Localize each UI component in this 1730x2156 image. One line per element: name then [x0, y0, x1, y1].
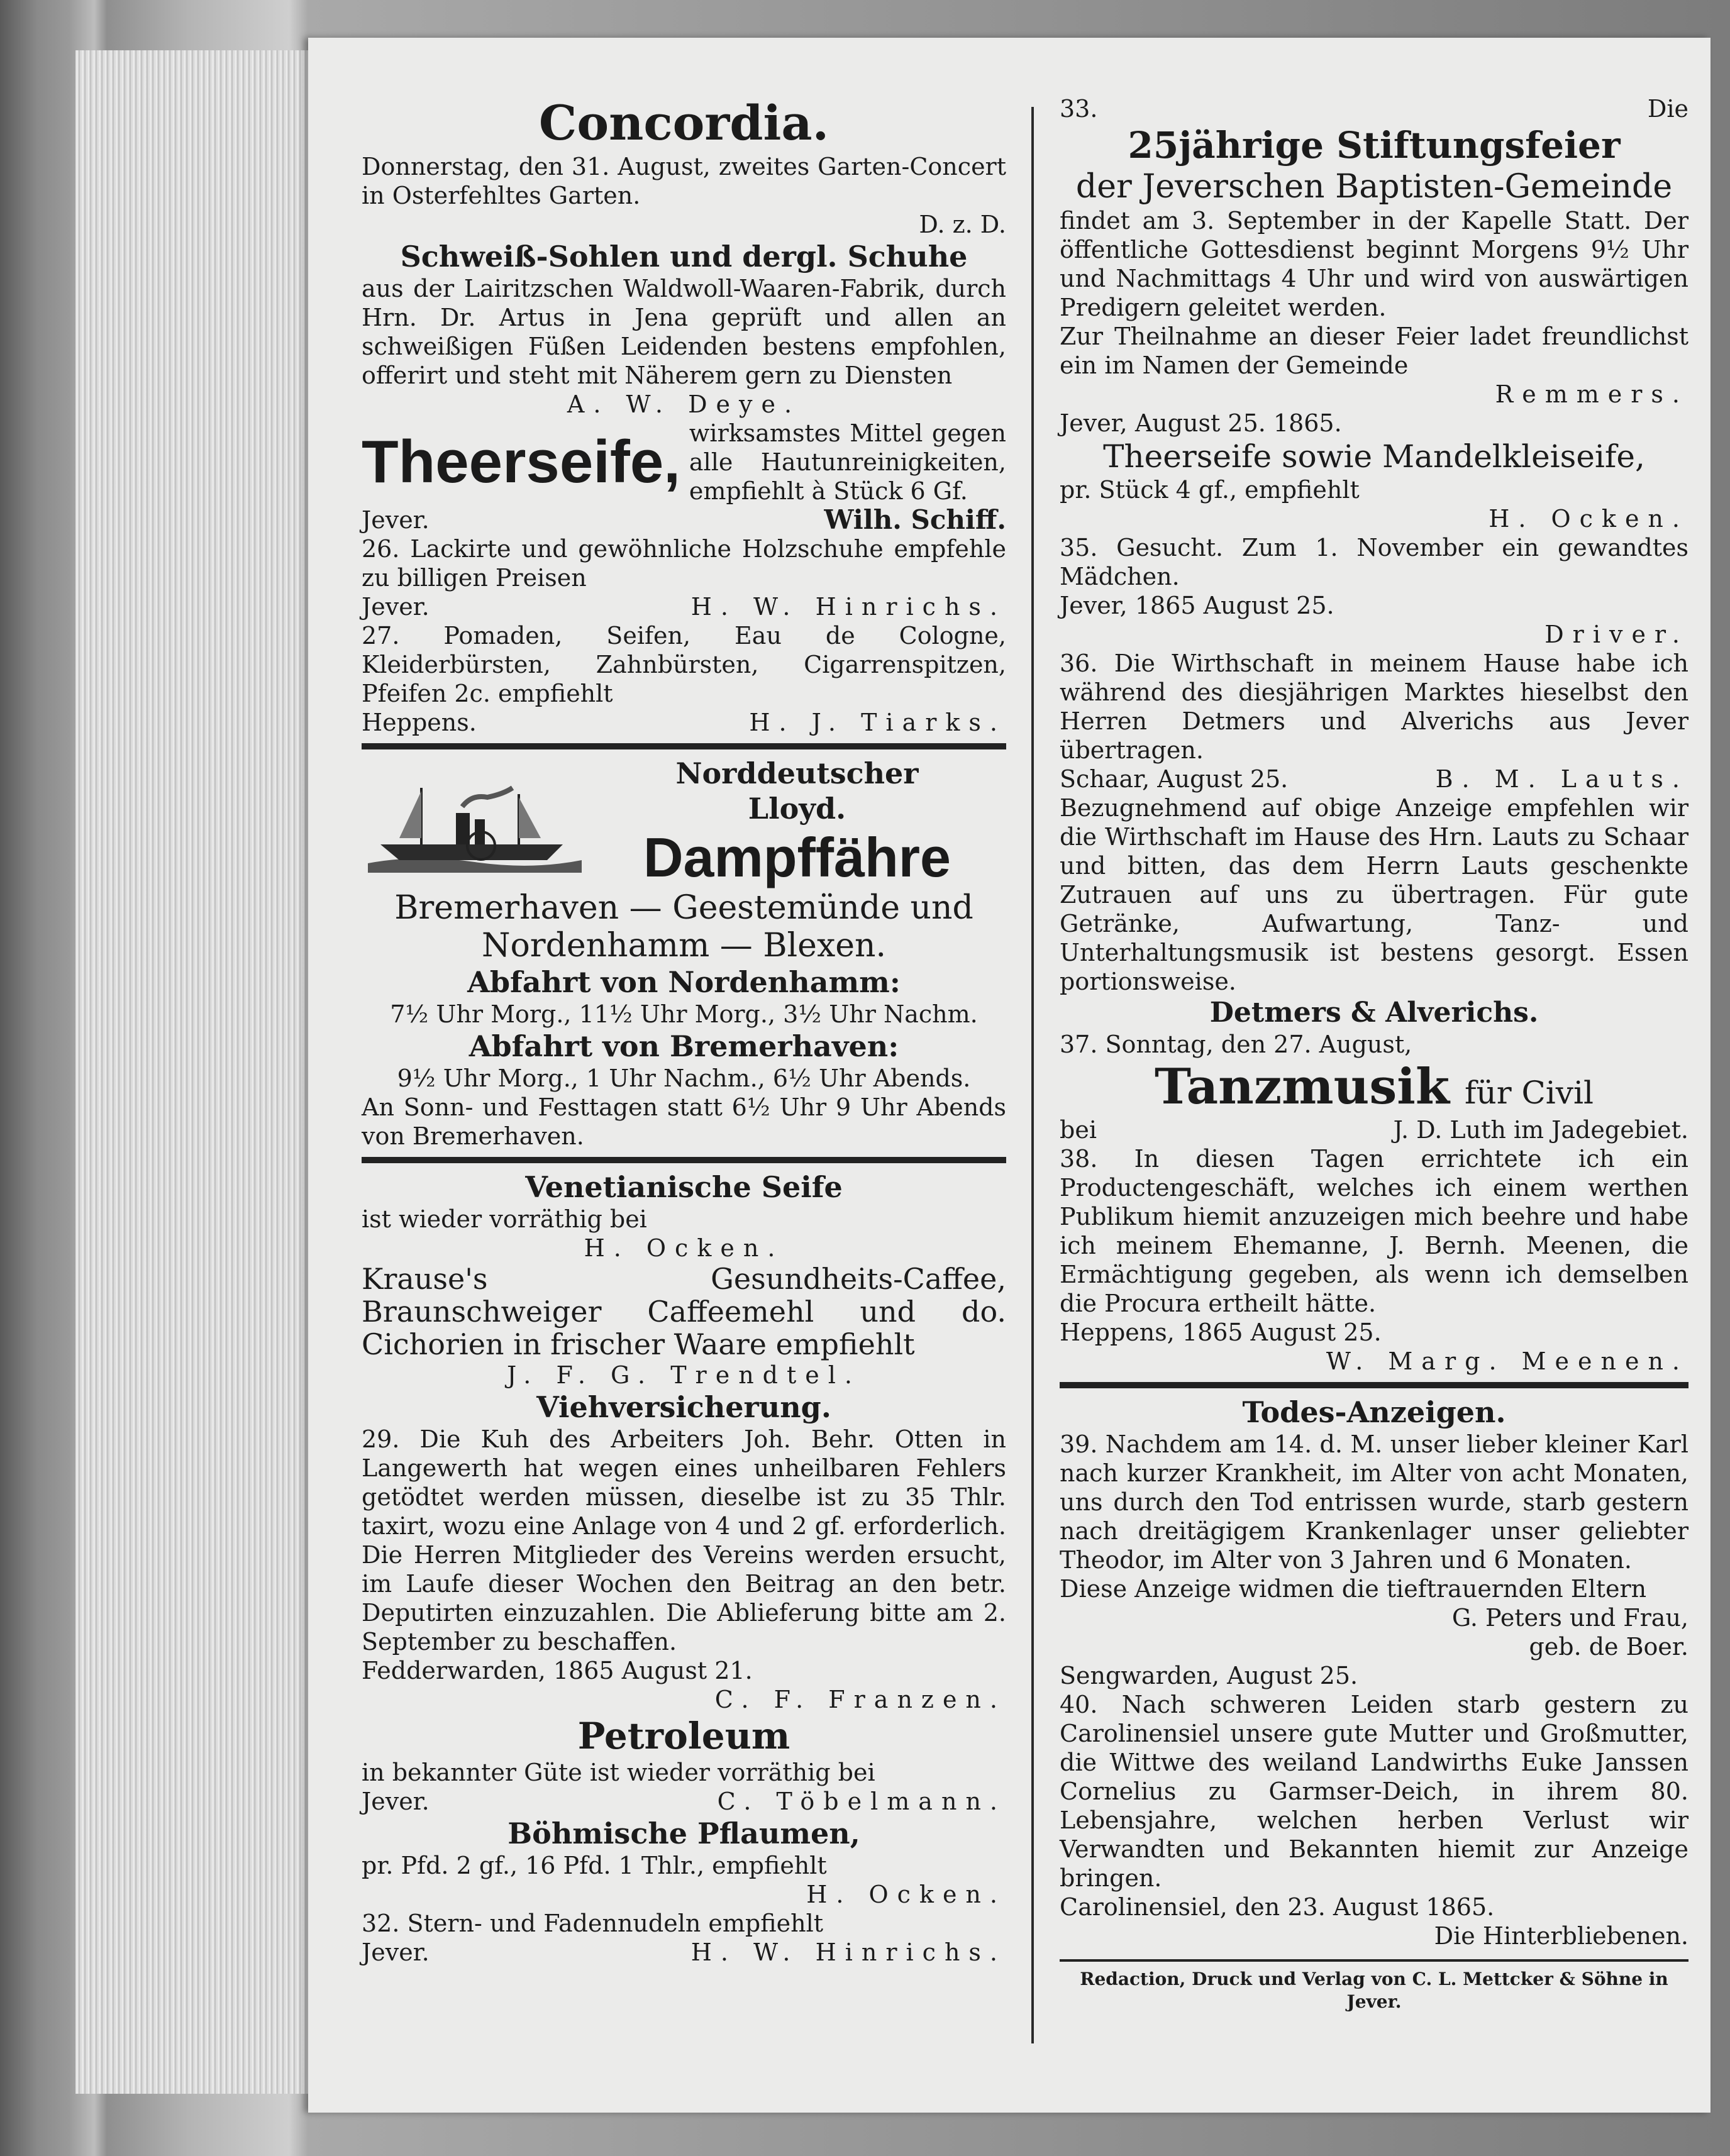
ad-pflaumen [362, 1816, 1006, 1909]
ad-title: Petroleum [577, 1715, 790, 1757]
ad-27 [362, 621, 1006, 737]
ad-concordia [362, 94, 1006, 239]
ad-title: Norddeutscher [675, 756, 919, 790]
ad-invitation: Zur Theilnahme an dieser Feier ladet freundlichst ein im Namen der Gemeinde [1060, 323, 1688, 379]
ad-text: 36. Die Wirthschaft in meinem Hause habe ich während des diesjährigen Marktes hieselbst den Herren Detmers und Alverichs aus Jever übertragen. [1060, 650, 1688, 764]
ad-title-suffix: für Civil [1464, 1075, 1594, 1111]
ad-signature: D. z. D. [919, 211, 1006, 238]
ad-schweiss-sohlen [362, 239, 1006, 419]
ad-krause [362, 1263, 1006, 1390]
ad-33-stiftungsfeier [1060, 94, 1688, 438]
ad-text: 35. Gesucht. Zum 1. November ein gewandtes Mädchen. [1060, 534, 1688, 590]
ad-text: aus der Lairitzschen Waldwoll-Waaren-Fabrik, durch Hrn. Dr. Artus in Jena geprüft und allen an schweißigen Füßen Leidenden bestens empfohlen, offerirt und steht mit Näherem gern zu Diensten [362, 275, 1006, 389]
ad-text: 37. Sonntag, den 27. August, [1060, 1031, 1412, 1058]
column-divider [1031, 107, 1034, 2043]
section-rule [1060, 1382, 1688, 1388]
ad-viehversicherung [362, 1390, 1006, 1714]
ad-place: Jever. [362, 593, 430, 621]
todes-anzeigen [1060, 1395, 1688, 1950]
ad-signature: Remmers. [1495, 380, 1688, 408]
ad-signature-2: Detmers & Alverichs. [1209, 997, 1539, 1029]
ad-title: Theerseife sowie Mandelkleiseife, [1103, 438, 1645, 475]
ad-signature: H. W. Hinrichs. [690, 593, 1006, 621]
ad-text: pr. Pfd. 2 gf., 16 Pfd. 1 Thlr., empfiehlt [362, 1852, 827, 1879]
notice-40-signature: Die Hinterbliebenen. [1434, 1922, 1688, 1950]
ad-signature: A. W. Deye. [567, 390, 801, 418]
ad-place: Heppens, 1865 August 25. [1060, 1318, 1382, 1346]
ad-text: findet am 3. September in der Kapelle Statt. Der öffentliche Gottesdienst beginnt Morgens 9½ Uhr und Nachmittags 4 Uhr und wird von auswärtigen Predigern geleitet werden. [1060, 207, 1688, 321]
ad-place: Jever, 1865 August 25. [1060, 592, 1334, 619]
ad-text: wirksamstes Mittel gegen alle Hautunreinigkeiten, empfiehlt à Stück 6 Gf. [689, 419, 1006, 505]
colophon-rule [1060, 1959, 1688, 1962]
ad-signature: B. M. Lauts. [1435, 765, 1688, 793]
ad-title: Böhmische Pflaumen, [507, 1816, 860, 1850]
section-title: Todes-Anzeigen. [1242, 1395, 1506, 1429]
ad-title: Concordia. [538, 95, 829, 151]
ad-35 [1060, 533, 1688, 649]
ad-text: ist wieder vorräthig bei [362, 1205, 647, 1233]
ad-host: J. D. Luth im Jadegebiet. [1393, 1116, 1688, 1144]
ad-title: Schweiß-Sohlen und dergl. Schuhe [400, 240, 968, 274]
ad-place: Fedderwarden, 1865 August 21. [362, 1657, 753, 1684]
ad-title: Venetianische Seife [525, 1170, 843, 1204]
ad-signature: H. W. Hinrichs. [690, 1938, 1006, 1966]
ad-theerseife [362, 419, 1006, 534]
ad-norddeutscher-lloyd [362, 756, 1006, 1151]
ad-text: 27. Pomaden, Seifen, Eau de Cologne, Kleiderbürsten, Zahnbürsten, Cigarrenspitzen, Pfeifen 2c. empfiehlt [362, 622, 1006, 707]
ad-26 [362, 534, 1006, 621]
ad-text: pr. Stück 4 gf., empfiehlt [1060, 476, 1360, 504]
ad-place: Jever. [362, 1788, 430, 1815]
ad-signature: W. Marg. Meenen. [1326, 1347, 1688, 1375]
ad-title: Theerseife, [362, 428, 680, 495]
section-rule [362, 1157, 1006, 1163]
ad-38 [1060, 1144, 1688, 1376]
notice-39-place: Sengwarden, August 25. [1060, 1662, 1358, 1689]
route-line-1: Bremerhaven — Geestemünde und [394, 889, 973, 927]
colophon: Redaction, Druck und Verlag von C. L. Mettcker & Söhne in Jever. [1080, 1969, 1668, 2012]
ad-title-ferry: Dampffähre [643, 826, 951, 888]
ad-signature: J. F. G. Trendtel. [507, 1361, 861, 1389]
ad-signature: H. J. Tiarks. [749, 709, 1006, 736]
notice-39-signature-2: geb. de Boer. [1529, 1633, 1688, 1661]
notice-39-signature: G. Peters und Frau, [1451, 1604, 1688, 1632]
ad-32 [362, 1909, 1006, 1967]
book-page-edges [75, 50, 327, 2094]
ad-text: 26. Lackirte und gewöhnliche Holzschuhe empfehle zu billigen Preisen [362, 535, 1006, 592]
ad-petroleum [362, 1714, 1006, 1816]
ad-signature: C. Töbelmann. [717, 1788, 1006, 1815]
ad-die: Die [1647, 95, 1688, 123]
ad-text: 38. In diesen Tagen errichtete ich ein Productengeschäft, welches ich einem werthen Publikum hiemit anzuzeigen mich beehre und habe ich meinem Ehemanne, J. Bernh. Meenen, die Ermächtigung gegeben, als wenn ich demselben die Procura ertheilt hätte. [1060, 1145, 1688, 1317]
section-rule [362, 743, 1006, 749]
ad-title: Viehversicherung. [536, 1390, 831, 1424]
ad-signature: H. Ocken. [1489, 505, 1688, 533]
ad-theerseife-mandelkleiseife [1060, 438, 1688, 533]
ad-title: Tanzmusik [1155, 1058, 1450, 1115]
ad-signature: Wilh. Schiff. [824, 504, 1006, 535]
departure-heading-2: Abfahrt von Bremerhaven: [469, 1029, 899, 1063]
notice-40-place: Carolinensiel, den 23. August 1865. [1060, 1893, 1495, 1921]
left-column [362, 94, 1006, 1967]
ad-text-2: Bezugnehmend auf obige Anzeige empfehlen wir die Wirthschaft im Hause des Hrn. Lauts zu Schaar und bitten, das dem Herrn Lauts geschenkte Zutrauen auf uns zu übertragen. Für gute Getränke, Aufwartung, Tanz- und Unterhaltungsmusik ist bestens gesorgt. Essen portionsweise. [1060, 794, 1688, 995]
ad-36 [1060, 649, 1688, 1030]
ad-text: 32. Stern- und Fadennudeln empfiehlt [362, 1910, 823, 1937]
ad-subtitle: der Jeverschen Baptisten-Gemeinde [1075, 168, 1673, 206]
ad-text: in bekannter Güte ist wieder vorräthig bei [362, 1759, 875, 1786]
departure-heading-1: Abfahrt von Nordenhamm: [467, 965, 901, 999]
ad-place: Schaar, August 25. [1060, 765, 1289, 793]
ad-place: Jever. [362, 506, 430, 534]
right-column [1060, 94, 1688, 2013]
ad-venetianische-seife [362, 1169, 1006, 1263]
steamship-icon [362, 769, 588, 876]
ad-signature: H. Ocken. [806, 1881, 1006, 1908]
notice-39-text: 39. Nachdem am 14. d. M. unser lieber kleiner Karl nach kurzer Krankheit, im Alter von acht Monaten, uns durch den Tod entrissen wurde, starb gestern nach dreitägigem Krankenlager unser geliebter Theodor, im Alter von 3 Jahren und 6 Monaten. [1060, 1430, 1688, 1574]
ad-place: Jever, August 25. 1865. [1060, 409, 1342, 437]
ad-37-tanzmusik [1060, 1030, 1688, 1144]
ad-number: 33. [1060, 95, 1098, 123]
ad-place: Heppens. [362, 709, 477, 736]
ad-signature: C. F. Franzen. [714, 1686, 1006, 1713]
ad-signature: H. Ocken. [584, 1234, 784, 1262]
ad-signature: Driver. [1544, 621, 1688, 648]
notice-39-dedication: Diese Anzeige widmen die tieftrauernden Eltern [1060, 1575, 1647, 1603]
ad-title: 25jährige Stiftungsfeier [1128, 124, 1621, 167]
ad-place: Jever. [362, 1938, 430, 1966]
ad-title-line2: Lloyd. [748, 792, 846, 826]
departure-times-1: 7½ Uhr Morg., 11½ Uhr Morg., 3½ Uhr Nachm. [390, 1000, 978, 1028]
ad-text: Krause's Gesundheits-Caffee, Braunschweiger Caffeemehl und do. Cichorien in frischer Waare empfiehlt [362, 1262, 1006, 1361]
ad-text: 29. Die Kuh des Arbeiters Joh. Behr. Otten in Langewerth hat wegen eines unheilbaren Fehlers getödtet werden müssen, dieselbe ist zu 35 Thlr. taxirt, wozu eine Anlage von 4 und 2 gf. erforderlich. Die Herren Mitglieder des Vereins werden ersucht, im Laufe dieser Wochen den Beitrag an den betr. Deputirten einzuzahlen. Die Ablieferung bitte am 2. September zu beschaffen. [362, 1425, 1006, 1656]
route-line-2: Nordenhamm — Blexen. [481, 927, 887, 965]
ad-bei: bei [1060, 1116, 1097, 1144]
ad-text: Donnerstag, den 31. August, zweites Garten-Concert in Osterfehltes Garten. [362, 153, 1006, 209]
notice-40-text: 40. Nach schweren Leiden starb gestern zu Carolinensiel unsere gute Mutter und Großmutter, die Wittwe des weiland Landwirths Euke Janssen Cornelius zu Garmser-Deich, in ihrem 80. Lebensjahre, welchen herben Verlust wir Verwandten und Bekannten hiemit zur Anzeige bringen. [1060, 1691, 1688, 1892]
departure-note: An Sonn- und Festtagen statt 6½ Uhr 9 Uhr Abends von Bremerhaven. [362, 1093, 1006, 1150]
departure-times-2: 9½ Uhr Morg., 1 Uhr Nachm., 6½ Uhr Abends. [397, 1064, 971, 1092]
